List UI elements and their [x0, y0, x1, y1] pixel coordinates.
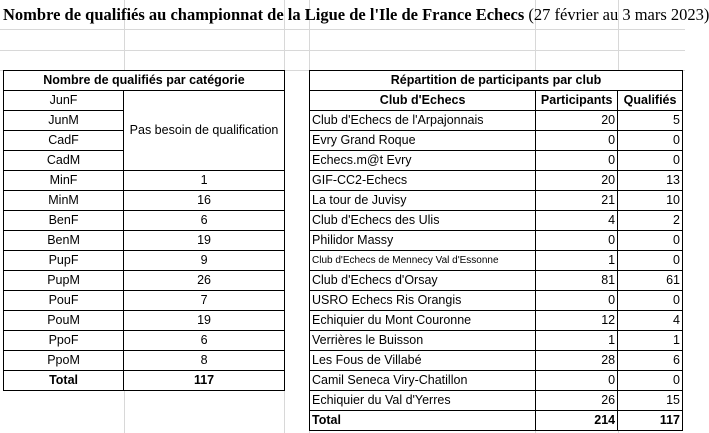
- total-qualified[interactable]: 117: [618, 411, 683, 431]
- club-cell[interactable]: USRO Echecs Ris Orangis: [310, 291, 536, 311]
- category-cell[interactable]: PupF: [4, 251, 124, 271]
- participants-cell[interactable]: 1: [536, 331, 618, 351]
- total-row: [4, 371, 285, 391]
- total-label[interactable]: Total: [310, 411, 536, 431]
- table-row: [4, 291, 285, 311]
- table-row: [4, 311, 285, 331]
- total-value[interactable]: 117: [124, 371, 285, 391]
- total-label[interactable]: Total: [4, 371, 124, 391]
- participants-cell[interactable]: 1: [536, 251, 618, 271]
- qualified-cell[interactable]: 6: [618, 351, 683, 371]
- table-row: [4, 211, 285, 231]
- qualified-cell[interactable]: 10: [618, 191, 683, 211]
- total-participants[interactable]: 214: [536, 411, 618, 431]
- qualified-cell[interactable]: 0: [618, 371, 683, 391]
- table-row: [4, 331, 285, 351]
- club-cell[interactable]: Verrières le Buisson: [310, 331, 536, 351]
- table-row: [310, 191, 683, 211]
- category-cell[interactable]: JunM: [4, 111, 124, 131]
- table-row: [310, 331, 683, 351]
- category-cell[interactable]: PouF: [4, 291, 124, 311]
- col-header-qualified[interactable]: Qualifiés: [618, 91, 683, 111]
- participants-cell[interactable]: 4: [536, 211, 618, 231]
- participants-cell[interactable]: 26: [536, 391, 618, 411]
- category-cell[interactable]: BenF: [4, 211, 124, 231]
- qualified-cell[interactable]: 0: [618, 131, 683, 151]
- participants-cell[interactable]: 0: [536, 291, 618, 311]
- table-row: [4, 251, 285, 271]
- club-cell[interactable]: GIF-CC2-Echecs: [310, 171, 536, 191]
- col-header-participants[interactable]: Participants: [536, 91, 618, 111]
- table-row: [310, 371, 683, 391]
- qualified-cell[interactable]: 4: [618, 311, 683, 331]
- count-cell[interactable]: 9: [124, 251, 285, 271]
- category-cell[interactable]: JunF: [4, 91, 124, 111]
- club-cell[interactable]: Echiquier du Val d'Yerres: [310, 391, 536, 411]
- category-cell[interactable]: PupM: [4, 271, 124, 291]
- category-cell[interactable]: PpoM: [4, 351, 124, 371]
- count-cell[interactable]: 16: [124, 191, 285, 211]
- participants-cell[interactable]: 12: [536, 311, 618, 331]
- table-row: [310, 251, 683, 271]
- participants-cell[interactable]: 21: [536, 191, 618, 211]
- club-cell[interactable]: Club d'Echecs d'Orsay: [310, 271, 536, 291]
- participants-cell[interactable]: 0: [536, 151, 618, 171]
- table-row: [4, 191, 285, 211]
- club-table-header: Répartition de participants par club: [310, 71, 683, 91]
- participants-cell[interactable]: 20: [536, 111, 618, 131]
- qualified-cell[interactable]: 0: [618, 291, 683, 311]
- qualified-cell[interactable]: 0: [618, 251, 683, 271]
- table-row: [310, 291, 683, 311]
- count-cell[interactable]: 19: [124, 311, 285, 331]
- count-cell[interactable]: 6: [124, 331, 285, 351]
- club-cell[interactable]: Club d'Echecs de Mennecy Val d'Essonne: [310, 251, 536, 271]
- category-cell[interactable]: CadM: [4, 151, 124, 171]
- qualified-cell[interactable]: 0: [618, 231, 683, 251]
- category-cell[interactable]: MinM: [4, 191, 124, 211]
- table-row: [310, 211, 683, 231]
- qualified-cell[interactable]: 2: [618, 211, 683, 231]
- participants-cell[interactable]: 20: [536, 171, 618, 191]
- table-row: [310, 151, 683, 171]
- club-cell[interactable]: Echecs.m@t Evry: [310, 151, 536, 171]
- qualified-cell[interactable]: 0: [618, 151, 683, 171]
- table-row: [4, 231, 285, 251]
- qualified-cell[interactable]: 1: [618, 331, 683, 351]
- table-row: [310, 131, 683, 151]
- table-row: [4, 91, 285, 111]
- club-cell[interactable]: La tour de Juvisy: [310, 191, 536, 211]
- count-cell[interactable]: 26: [124, 271, 285, 291]
- table-row: [4, 171, 285, 191]
- category-cell[interactable]: CadF: [4, 131, 124, 151]
- page-title: [3, 4, 709, 26]
- category-cell[interactable]: BenM: [4, 231, 124, 251]
- table-row: [4, 271, 285, 291]
- participants-cell[interactable]: 28: [536, 351, 618, 371]
- participants-cell[interactable]: 81: [536, 271, 618, 291]
- category-table-header: Nombre de qualifiés par catégorie: [4, 71, 285, 91]
- col-header-club[interactable]: Club d'Echecs: [310, 91, 536, 111]
- category-cell[interactable]: PouM: [4, 311, 124, 331]
- club-cell[interactable]: Camil Seneca Viry-Chatillon: [310, 371, 536, 391]
- qualified-cell[interactable]: 15: [618, 391, 683, 411]
- title-main: Nombre de qualifiés au championnat de la Ligue de l'Ile de France Echecs: [3, 5, 525, 24]
- table-row: [310, 351, 683, 371]
- table-row: [310, 391, 683, 411]
- count-cell[interactable]: 6: [124, 211, 285, 231]
- category-cell[interactable]: PpoF: [4, 331, 124, 351]
- club-cell[interactable]: Les Fous de Villabé: [310, 351, 536, 371]
- table-row: [310, 111, 683, 131]
- table-row: [310, 231, 683, 251]
- count-cell[interactable]: 1: [124, 171, 285, 191]
- no-qualification-note[interactable]: Pas besoin de qualification: [124, 91, 285, 171]
- table-row: [4, 351, 285, 371]
- club-cell[interactable]: Evry Grand Roque: [310, 131, 536, 151]
- table-row: [310, 311, 683, 331]
- club-cell[interactable]: Philidor Massy: [310, 231, 536, 251]
- column-headers: [310, 91, 683, 111]
- participants-by-club-table: [309, 70, 683, 431]
- table-row: [310, 171, 683, 191]
- qualified-cell[interactable]: 13: [618, 171, 683, 191]
- participants-cell[interactable]: 0: [536, 131, 618, 151]
- club-cell[interactable]: Club d'Echecs des Ulis: [310, 211, 536, 231]
- club-cell[interactable]: Club d'Echecs de l'Arpajonnais: [310, 111, 536, 131]
- table-row: [310, 271, 683, 291]
- count-cell[interactable]: 8: [124, 351, 285, 371]
- qualified-cell[interactable]: 61: [618, 271, 683, 291]
- title-dates: (27 février au 3 mars 2023): [528, 5, 709, 24]
- qualified-cell[interactable]: 5: [618, 111, 683, 131]
- category-cell[interactable]: MinF: [4, 171, 124, 191]
- count-cell[interactable]: 19: [124, 231, 285, 251]
- count-cell[interactable]: 7: [124, 291, 285, 311]
- participants-cell[interactable]: 0: [536, 371, 618, 391]
- participants-cell[interactable]: 0: [536, 231, 618, 251]
- qualified-by-category-table: [3, 70, 285, 391]
- total-row: [310, 411, 683, 431]
- club-cell[interactable]: Echiquier du Mont Couronne: [310, 311, 536, 331]
